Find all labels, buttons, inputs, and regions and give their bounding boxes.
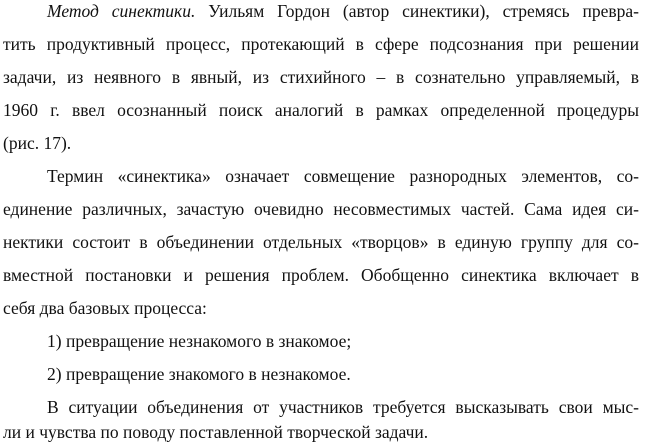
paragraph-2-line-1: Термин «синектика» означает совмещение разнородных элементов, со- xyxy=(47,166,639,186)
paragraph-2-line-5: себя два базовых процесса: xyxy=(3,298,207,318)
method-term: Метод синектики. xyxy=(47,1,196,21)
paragraph-2-line-3: нектики состоит в объединении отдельных «творцов» в единую группу для со- xyxy=(3,232,639,252)
paragraph-1-line-2: тить продуктивный процесс, протекающий в сфере подсознания при решении xyxy=(3,34,639,54)
paragraph-1-line-5: (рис. 17). xyxy=(3,133,72,153)
paragraph-2-line-2: единение различных, зачастую очевидно несовместимых частей. Сама идея си- xyxy=(3,199,639,219)
list-item-2: 2) превращение знакомого в незнакомое. xyxy=(47,364,351,384)
paragraph-1-line-1-text: Уильям Гордон (автор синектики), стремясь превра- xyxy=(195,1,640,21)
paragraph-3-line-1: В ситуации объединения от участников требуется высказывать свои мыс- xyxy=(47,397,639,417)
paragraph-1-line-4: 1960 г. ввел осознанный поиск аналогий в рамках определенной процедуры xyxy=(3,100,639,120)
paragraph-1-line-3: задачи, из неявного в явный, из стихийного – в сознательно управляемый, в xyxy=(3,67,639,87)
list-item-1: 1) превращение незнакомого в знакомое; xyxy=(47,331,352,351)
paragraph-3-line-2: ли и чувства по поводу поставленной творческой задачи. xyxy=(3,422,429,442)
paragraph-2-line-4: вместной постановки и решения проблем. Обобщенно синектика включает в xyxy=(3,265,639,285)
paragraph-1-line-1 xyxy=(47,0,639,24)
